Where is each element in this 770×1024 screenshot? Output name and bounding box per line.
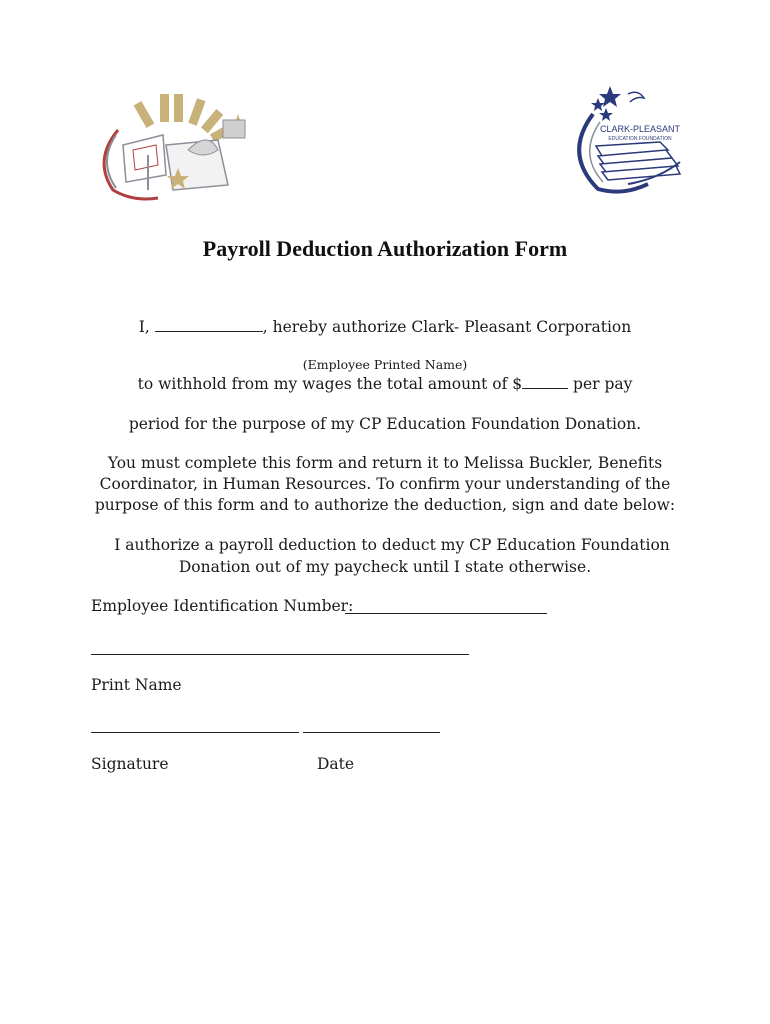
employee-name-blank[interactable] bbox=[155, 330, 263, 332]
signature-field[interactable] bbox=[91, 732, 299, 733]
signature-label: Signature bbox=[91, 755, 169, 773]
authorization-line-1: I authorize a payroll deduction to deduct my CP Education Foundation bbox=[114, 536, 670, 554]
date-label: Date bbox=[317, 755, 355, 773]
authorization-line-2: Donation out of my paycheck until I state otherwise. bbox=[178, 558, 592, 576]
school-emblem-icon bbox=[88, 90, 253, 205]
right-logo-title: CLARK-PLEASANT bbox=[599, 124, 681, 134]
form-title: Payroll Deduction Authorization Form bbox=[202, 236, 568, 261]
line1-prefix: I, bbox=[138, 318, 150, 336]
line2-suffix: per pay bbox=[568, 375, 633, 393]
print-name-label: Print Name bbox=[91, 676, 182, 694]
instructions-line-3: purpose of this form and to authorize the deduction, sign and date below: bbox=[94, 496, 676, 514]
right-logo-subtitle: EDUCATION FOUNDATION bbox=[608, 136, 672, 142]
stars-books-icon bbox=[568, 84, 686, 196]
employee-id-row bbox=[91, 597, 353, 615]
print-name-field[interactable] bbox=[91, 654, 469, 655]
period-line: period for the purpose of my CP Education Foundation Donation. bbox=[128, 415, 642, 433]
book-stack bbox=[596, 142, 680, 180]
authorize-line bbox=[0, 318, 770, 336]
instructions-line-2: Coordinator, in Human Resources. To confirm your understanding of the bbox=[99, 475, 671, 493]
date-field[interactable] bbox=[303, 732, 440, 733]
employee-id-field[interactable] bbox=[345, 613, 547, 614]
star-shapes bbox=[591, 86, 621, 121]
sun-rays bbox=[134, 94, 232, 142]
line1-suffix: , hereby authorize Clark- Pleasant Corporation bbox=[262, 318, 632, 336]
amount-blank[interactable] bbox=[522, 387, 568, 389]
line2-prefix: to withhold from my wages the total amount of $ bbox=[137, 375, 523, 393]
instructions-line-1: You must complete this form and return it to Melissa Buckler, Benefits bbox=[107, 454, 663, 472]
withhold-line bbox=[0, 375, 770, 393]
employee-id-label: Employee Identification Number: bbox=[91, 597, 354, 615]
name-caption: (Employee Printed Name) bbox=[302, 357, 468, 372]
